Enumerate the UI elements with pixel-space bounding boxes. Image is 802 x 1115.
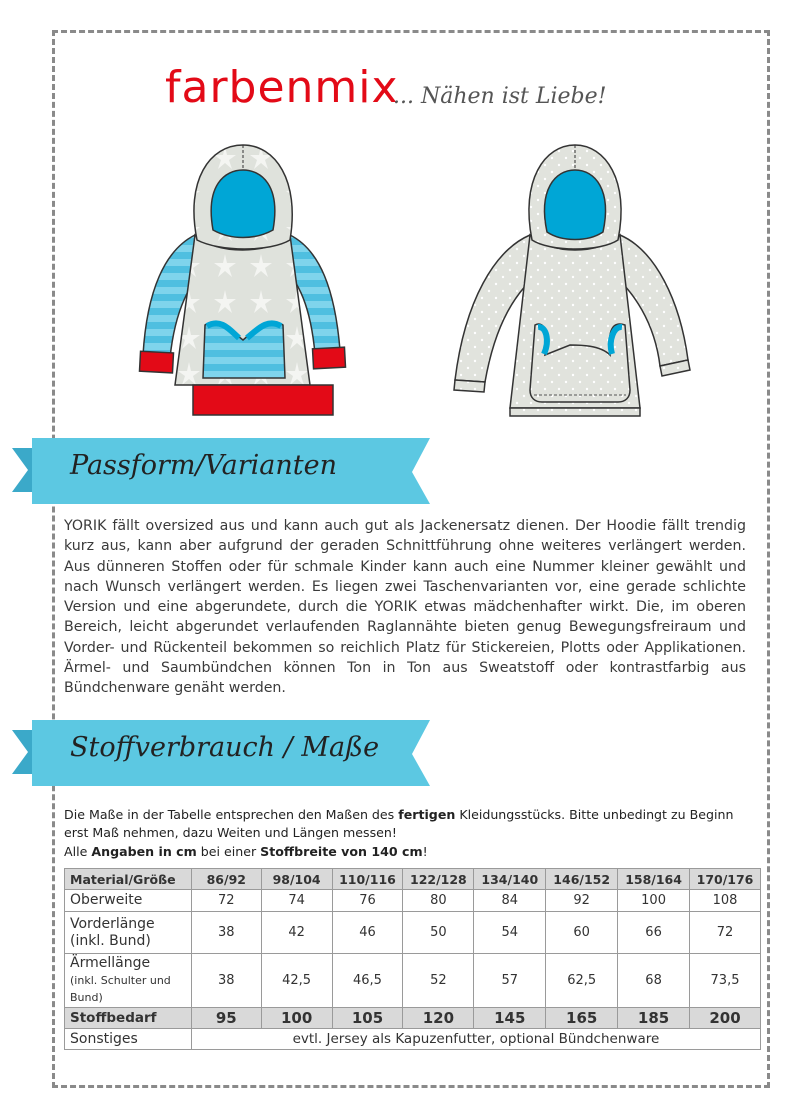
section-heading-fabric: Stoffverbrauch / Maße	[70, 732, 380, 763]
size-table	[64, 868, 761, 1050]
table-cell: 72	[690, 912, 761, 954]
table-cell: 66	[618, 912, 690, 954]
size-header: 122/128	[403, 869, 474, 890]
table-cell: 84	[474, 890, 546, 912]
table-cell: 72	[191, 890, 261, 912]
hoodie-grey-illustration	[450, 140, 695, 420]
table-cell: 52	[403, 954, 474, 1008]
brand-name: farbenmix	[165, 62, 399, 113]
row-label: Stoffbedarf	[65, 1008, 192, 1029]
table-cell: 165	[546, 1008, 618, 1029]
table-cell: 73,5	[690, 954, 761, 1008]
table-cell: 60	[546, 912, 618, 954]
table-cell: 92	[546, 890, 618, 912]
table-cell: 68	[618, 954, 690, 1008]
table-cell: 54	[474, 912, 546, 954]
table-cell: 145	[474, 1008, 546, 1029]
hoodie-striped-illustration	[135, 140, 350, 420]
table-cell: 200	[690, 1008, 761, 1029]
table-row	[65, 890, 761, 912]
table-row-fabric-need	[65, 1008, 761, 1029]
size-header: 146/152	[546, 869, 618, 890]
table-cell: 46,5	[332, 954, 403, 1008]
table-cell: 62,5	[546, 954, 618, 1008]
size-header: 86/92	[191, 869, 261, 890]
fit-description: YORIK fällt oversized aus und kann auch gut als Jackenersatz dienen. Der Hoodie fällt trendig kurz aus, kann aber aufgrund der geraden Schnittführung ohne weiteres verlängert werden. Aus dünneren Stoffen oder für schmale Kinder kann auch eine Nummer kleiner gewählt und nach Wunsch verlängert werden. Es liegen zwei Taschenvarianten vor, eine gerade schlichte Version und eine abgerundete, durch die YORIK etwas mädchenhafter wirkt. Die, im oberen Bereich, leicht abgerundet verlaufenden Raglannähte bieten genug Bewegungsfreiraum und Vorder- und Rückenteil bekommen so reichlich Platz für Stickereien, Plotts oder Applikationen. Ärmel- und Saumbündchen können Ton in Ton aus Sweatstoff oder kontrastfarbig aus Bündchenware genäht werden.	[64, 518, 746, 697]
table-header-label: Material/Größe	[65, 869, 192, 890]
table-cell: 42	[261, 912, 332, 954]
table-cell: 108	[690, 890, 761, 912]
table-cell: 120	[403, 1008, 474, 1029]
table-header-row	[65, 869, 761, 890]
size-header: 110/116	[332, 869, 403, 890]
table-row-other	[65, 1029, 761, 1050]
table-cell: 80	[403, 890, 474, 912]
section-heading-fit: Passform/Varianten	[70, 450, 337, 481]
table-cell: 74	[261, 890, 332, 912]
table-cell: 57	[474, 954, 546, 1008]
table-cell: 38	[191, 954, 261, 1008]
table-cell: 38	[191, 912, 261, 954]
table-row	[65, 912, 761, 954]
table-cell-other: evtl. Jersey als Kapuzenfutter, optional Bündchenware	[191, 1029, 760, 1050]
size-header: 170/176	[690, 869, 761, 890]
table-cell: 100	[618, 890, 690, 912]
table-cell: 50	[403, 912, 474, 954]
section-banner-fabric	[0, 716, 440, 788]
row-label: Sonstiges	[65, 1029, 192, 1050]
size-header: 158/164	[618, 869, 690, 890]
section-banner-fit	[0, 434, 440, 506]
row-label: Oberweite	[65, 890, 192, 912]
table-cell: 105	[332, 1008, 403, 1029]
size-header: 134/140	[474, 869, 546, 890]
row-label: Vorderlänge (inkl. Bund)	[65, 912, 192, 954]
brand-tagline: ... Nähen ist Liebe!	[393, 84, 607, 109]
table-cell: 95	[191, 1008, 261, 1029]
table-cell: 46	[332, 912, 403, 954]
measurement-intro: Die Maße in der Tabelle entsprechen den Maßen des fertigen Kleidungsstücks. Bitte unbedingt zu Beginn erst Maß nehmen, dazu Weiten und Längen messen! Alle Angaben in cm bei einer Stoffbreite von 140 cm!	[64, 807, 734, 859]
size-header: 98/104	[261, 869, 332, 890]
table-cell: 42,5	[261, 954, 332, 1008]
table-cell: 100	[261, 1008, 332, 1029]
table-row	[65, 954, 761, 1008]
row-label: Ärmellänge (inkl. Schulter und Bund)	[65, 954, 192, 1008]
table-cell: 76	[332, 890, 403, 912]
table-cell: 185	[618, 1008, 690, 1029]
